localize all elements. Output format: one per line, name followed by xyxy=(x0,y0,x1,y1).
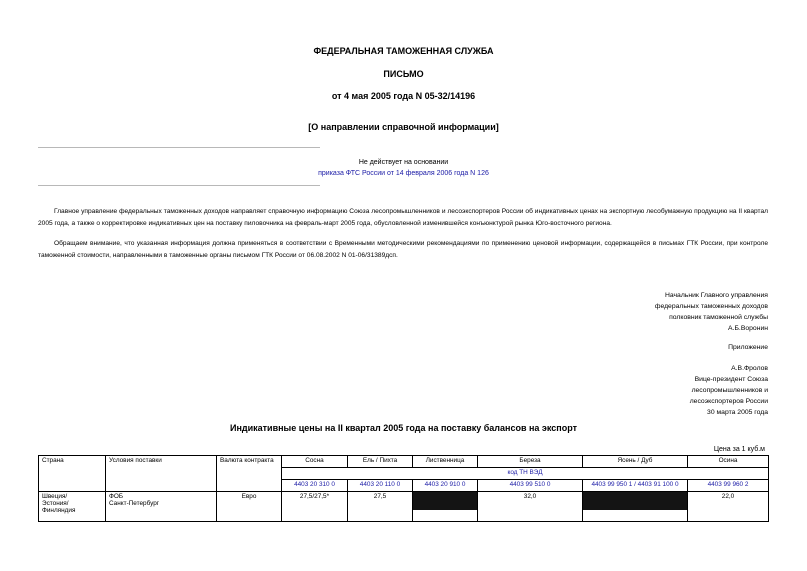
country-line: Эстония/ xyxy=(42,500,69,507)
appendix-line: лесоэкспортеров России xyxy=(689,398,768,405)
divider-bottom xyxy=(38,185,320,186)
code-birch[interactable]: 4403 99 510 0 xyxy=(478,480,583,492)
repeal-order-link[interactable]: приказа ФТС России от 14 февраля 2006 года N 126 xyxy=(318,170,489,177)
terms-line: Санкт-Петербург xyxy=(109,500,160,507)
signature-line: А.Б.Воронин xyxy=(728,325,768,332)
terms-line: ФОБ xyxy=(109,493,124,500)
code-pine[interactable]: 4403 20 310 0 xyxy=(282,480,348,492)
agency-name: ФЕДЕРАЛЬНАЯ ТАМОЖЕННАЯ СЛУЖБА xyxy=(313,46,494,56)
cell-aspen: 22,0 xyxy=(688,492,769,522)
appendix-label: Приложение xyxy=(728,344,768,351)
code-ash-oak[interactable]: 4403 99 950 1 / 4403 91 100 0 xyxy=(583,480,688,492)
table-header-row xyxy=(39,456,769,468)
cell-birch: 32,0 xyxy=(478,492,583,522)
document-type: ПИСЬМО xyxy=(383,69,424,79)
header-larch: Лиственница xyxy=(413,456,478,468)
signature-line: полковник таможенной службы xyxy=(669,314,768,321)
appendix-line: лесопромышленников и xyxy=(691,387,768,394)
redacted-block xyxy=(583,492,687,510)
code-larch[interactable]: 4403 20 910 0 xyxy=(413,480,478,492)
appendix-line: 30 марта 2005 года xyxy=(707,409,768,416)
country-line: Швеция/ xyxy=(42,493,68,500)
table-title: Индикативные цены на II квартал 2005 года на поставку балансов на экспорт xyxy=(229,423,578,433)
cell-currency: Евро xyxy=(217,492,282,522)
body-paragraph-2-text: Обращаем внимание, что указанная информация должна применяться в соответствии с Временными методическими рекомендациями по применению ценовой информации, содержащейся в письмах ГТК России, при контроле таможенной стоимости, направленными в таможенные органы письмом ГТК России от 06.08.2002 N 01-06/31389дсп. xyxy=(38,240,768,259)
code-label-link[interactable]: код ТН ВЭД xyxy=(507,469,543,476)
body-paragraph-1-text: Главное управление федеральных таможенных доходов направляет справочную информацию Союза лесопромышленников и лесоэкспортеров России об индикативных ценах на экспортную лесобумажную продукцию на II квартал 2005 года, а также о корректировке индикативных цен на поставку пиловочника на февраль-март 2005 года, обусловленной изменившейся конъюнктурой рынка Юго-восточного региона. xyxy=(38,208,768,227)
divider-top xyxy=(38,147,320,148)
header-spruce: Ель / Пихта xyxy=(348,456,413,468)
code-label xyxy=(282,468,769,480)
cell-terms xyxy=(106,492,217,522)
cell-ash-oak xyxy=(583,492,688,522)
document-subject: [О направлении справочной информации] xyxy=(308,122,499,132)
document-date-number: от 4 мая 2005 года N 05-32/14196 xyxy=(331,91,476,101)
price-table xyxy=(38,455,769,522)
country-line: Финляндия xyxy=(42,507,76,514)
table-row xyxy=(39,492,769,522)
signature-block xyxy=(655,290,768,334)
code-spruce[interactable]: 4403 20 110 0 xyxy=(348,480,413,492)
code-aspen[interactable]: 4403 99 960 2 xyxy=(688,480,769,492)
header-aspen: Осина xyxy=(688,456,769,468)
unit-note: Цена за 1 куб.м xyxy=(713,446,765,453)
body-paragraph-1 xyxy=(38,206,768,229)
header-pine: Сосна xyxy=(282,456,348,468)
signature-line: федеральных таможенных доходов xyxy=(654,303,768,310)
header-currency: Валюта контракта xyxy=(217,456,282,492)
cell-pine: 27,5/27,5* xyxy=(282,492,348,522)
cell-country xyxy=(39,492,106,522)
appendix-line: Вице-президент Союза xyxy=(694,376,768,383)
status-note: Не действует на основании xyxy=(358,159,449,166)
appendix-block xyxy=(690,363,768,418)
header-country: Страна xyxy=(39,456,106,492)
signature-line: Начальник Главного управления xyxy=(664,292,768,299)
appendix-line: А.В.Фролов xyxy=(731,365,768,372)
redacted-block xyxy=(413,492,477,510)
cell-spruce: 27,5 xyxy=(348,492,413,522)
header-terms: Условия поставки xyxy=(106,456,217,492)
header-ash-oak: Ясень / Дуб xyxy=(583,456,688,468)
cell-larch xyxy=(413,492,478,522)
header-birch: Береза xyxy=(478,456,583,468)
body-paragraph-2 xyxy=(38,238,768,261)
